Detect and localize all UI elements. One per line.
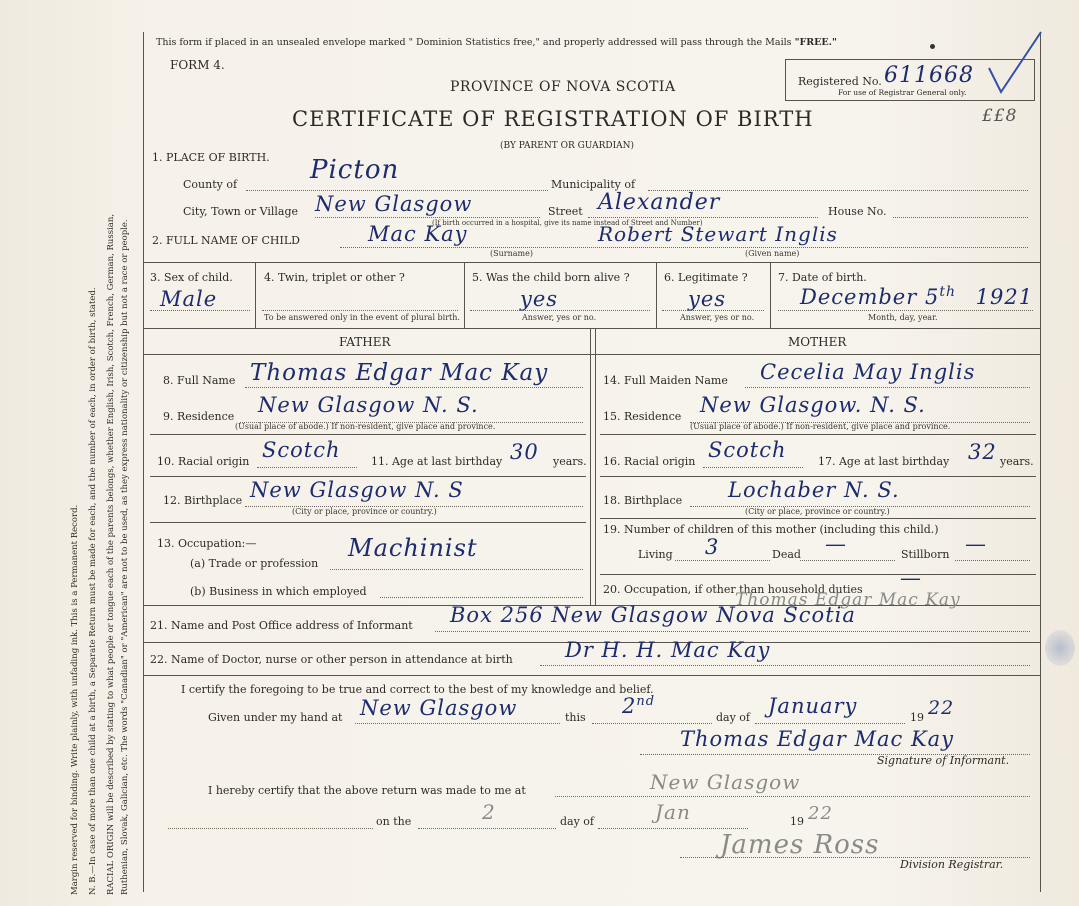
informant-value: Box 256 New Glasgow Nova Scotia [450,603,856,627]
legitimate-label: 6. Legitimate ? [664,271,748,284]
surname-note: (Surname) [490,249,533,258]
informant-label: 21. Name and Post Office address of Informant [150,619,413,632]
mother-age-label: 17. Age at last birthday [818,455,950,468]
street-value: Alexander [598,190,721,215]
date-note: Month, day, year. [868,313,938,322]
father-residence-value: New Glasgow N. S. [258,393,479,417]
date-of-birth-label: 7. Date of birth. [778,271,867,284]
living-label: Living [638,548,673,561]
alive-label: 5. Was the child born alive ? [472,271,630,284]
twin-note: To be answered only in the event of plural birth. [264,313,460,322]
registrar-statement: I hereby certify that the above return was made to me at [208,784,526,797]
city-value: New Glasgow [315,192,473,216]
day-of-label: day of [716,711,751,724]
sex-value: Male [160,287,218,311]
father-heading: FATHER [339,335,391,349]
registrar-year-prefix: 19 [790,815,804,828]
form-number: FORM 4. [170,58,225,72]
given-under-label: Given under my hand at [208,711,343,724]
left-border [143,32,144,892]
city-label: City, Town or Village [183,205,298,218]
father-age-label: 11. Age at last birthday [371,455,503,468]
given-place-value: New Glasgow [360,696,518,720]
mother-residence-note: (Usual place of abode.) If non-resident, give place and province. [690,422,951,431]
municipality-label: Municipality of [551,178,636,191]
given-month-value: January [768,694,858,718]
mail-notice: This form if placed in an unsealed envelope marked " Dominion Statistics free," and properly addressed will pass through the Mails "FREE." [156,37,837,48]
margin-note-racial-origin: RACIAL ORIGIN will be described by stating to what people or tongue each of the parents belongs, whether English, Irish, Scotch, French, German, Russian, [106,213,116,895]
on-the-label: on the [376,815,412,828]
trade-label: (a) Trade or profession [190,557,319,570]
year-prefix: 19 [910,711,924,724]
margin-note-racial-origin-cont: Ruthenian, Slovak, Galician, etc. The words "Canadian" or "American" are not to be used, as they express nationality or citizenship but not a race or people. [120,219,130,895]
dead-label: Dead [772,548,801,561]
mother-racial-value: Scotch [708,438,787,462]
mother-birthplace-note: (City or place, province or country.) [745,507,890,516]
dead-value: — [825,532,847,556]
certificate-title: CERTIFICATE OF REGISTRATION OF BIRTH [292,107,814,131]
date-of-birth-value: December 5th 1921 [800,284,1034,309]
mother-occupation-value: — [900,566,922,590]
mother-residence-value: New Glasgow. N. S. [700,393,926,417]
registered-number: 611668 [884,63,974,88]
county-value: Picton [310,155,400,185]
right-border [1040,32,1041,892]
province-heading: PROVINCE OF NOVA SCOTIA [450,79,676,95]
father-years: years. [553,455,587,468]
corner-mark: ££8 [982,106,1018,126]
father-racial-label: 10. Racial origin [157,455,250,468]
registrar-day-of-label: day of [560,815,595,828]
child-name-label: 2. FULL NAME OF CHILD [152,234,300,247]
this-label: this [565,711,586,724]
father-birthplace-label: 12. Birthplace [163,494,243,507]
mother-heading: MOTHER [788,335,847,349]
registrar-day-value: 2 [482,800,496,824]
legitimate-value: yes [688,287,727,311]
business-label: (b) Business in which employed [190,585,367,598]
child-surname: Mac Kay [368,222,468,246]
father-birthplace-note: (City or place, province or country.) [292,507,437,516]
mother-occupation-label: 20. Occupation, if other than household duties [603,583,863,596]
father-name-value: Thomas Edgar Mac Kay [250,360,549,386]
hospital-note: (If birth occurred in a hospital, give its name instead of Street and Number) [432,219,703,227]
signature-of-informant-label: Signature of Informant. [877,754,1010,767]
legitimate-note: Answer, yes or no. [680,313,755,322]
street-label: Street [548,205,583,218]
place-section-label: 1. PLACE OF BIRTH. [152,151,270,164]
certify-statement: I certify the foregoing to be true and correct to the best of my knowledge and belief. [181,683,654,696]
trade-value: Machinist [348,534,478,562]
house-label: House No. [828,205,887,218]
given-note: (Given name) [745,249,800,258]
county-label: County of [183,178,238,191]
informant-overwrite: Thomas Edgar Mac Kay [735,590,961,610]
father-age-value: 30 [510,440,539,464]
ink-dot [930,44,935,49]
child-given-names: Robert Stewart Inglis [598,222,838,246]
alive-value: yes [520,287,559,311]
sex-label: 3. Sex of child. [150,271,233,284]
margin-note-binding: Margin reserved for binding. Write plainly, with unfading ink. This is a Permanent Record. [70,504,80,895]
certificate-subtitle: (BY PARENT OR GUARDIAN) [500,141,635,151]
mother-years: years. [1000,455,1034,468]
given-day-value: 2nd [622,694,656,718]
father-birthplace-value: New Glasgow N. S [250,478,464,502]
mother-birthplace-label: 18. Birthplace [603,494,683,507]
living-value: 3 [705,535,720,559]
informant-signature: Thomas Edgar Mac Kay [680,727,955,751]
given-year-value: 22 [928,697,955,719]
mother-name-value: Cecelia May Inglis [760,360,976,384]
father-name-label: 8. Full Name [163,374,236,387]
registrar-place-value: New Glasgow [650,770,801,794]
ink-blot [1045,630,1075,666]
doctor-label: 22. Name of Doctor, nurse or other person in attendance at birth [150,653,513,666]
doctor-value: Dr H. H. Mac Kay [565,638,771,662]
division-registrar-label: Division Registrar. [900,858,1004,871]
children-count-label: 19. Number of children of this mother (including this child.) [603,523,939,536]
mother-name-label: 14. Full Maiden Name [603,374,728,387]
registrar-signature: James Ross [720,830,880,860]
father-racial-value: Scotch [262,438,341,462]
alive-note: Answer, yes or no. [522,313,597,322]
father-residence-note: (Usual place of abode.) If non-resident, give place and province. [235,422,496,431]
registrar-month-value: Jan [655,800,691,824]
registrar-year-value: 22 [808,803,833,824]
stillborn-label: Stillborn [901,548,950,561]
father-residence-label: 9. Residence [163,410,235,423]
stillborn-value: — [965,532,987,556]
mother-age-value: 32 [968,440,997,464]
registered-label: Registered No. [798,75,882,88]
check-mark-icon [985,28,1045,98]
mother-residence-label: 15. Residence [603,410,682,423]
twin-label: 4. Twin, triplet or other ? [264,271,405,284]
father-occupation-label: 13. Occupation:— [157,537,257,550]
mother-racial-label: 16. Racial origin [603,455,696,468]
margin-note-multiple-births: N. B.—In case of more than one child at a birth, a Separate Return must be made for each, and the number of each, in order of birth, stated. [88,287,98,895]
mother-birthplace-value: Lochaber N. S. [728,478,900,502]
registered-note: For use of Registrar General only. [838,88,967,97]
